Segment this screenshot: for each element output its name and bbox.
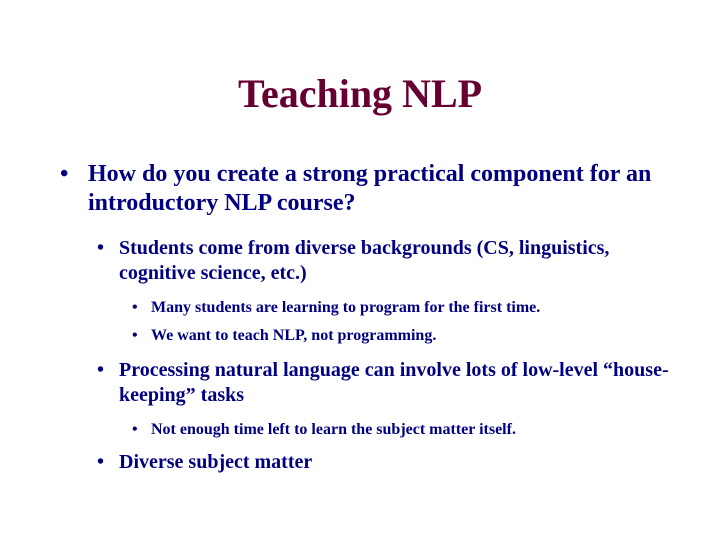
bullet-text: Students come from diverse backgrounds (CS, linguistics, cognitive science, etc.) bbox=[119, 237, 610, 284]
slide-title: Teaching NLP bbox=[237, 71, 483, 116]
bullet-icon: • bbox=[97, 237, 105, 259]
bullet-icon: • bbox=[97, 359, 105, 381]
bullet-text: How do you create a strong practical component for an introductory NLP course? bbox=[88, 161, 652, 216]
bullet-text: Diverse subject matter bbox=[119, 451, 313, 473]
bullet-text: Many students are learning to program for the first time. bbox=[151, 299, 541, 316]
bullet-item-level2 bbox=[97, 358, 687, 408]
bullet-item-level3 bbox=[132, 326, 692, 346]
bullet-text: Processing natural language can involve lots of low-level “house-keeping” tasks bbox=[119, 359, 669, 406]
bullet-icon: • bbox=[60, 161, 69, 187]
bullet-icon: • bbox=[132, 299, 138, 316]
bullet-icon: • bbox=[132, 421, 138, 438]
bullet-item-level3 bbox=[132, 420, 692, 440]
bullet-icon: • bbox=[97, 451, 105, 473]
bullet-item-level2 bbox=[97, 450, 687, 475]
bullet-icon: • bbox=[132, 327, 138, 344]
bullet-text: We want to teach NLP, not programming. bbox=[151, 327, 437, 344]
bullet-item-level1 bbox=[60, 160, 680, 218]
bullet-item-level2 bbox=[97, 236, 687, 286]
bullet-item-level3 bbox=[132, 298, 692, 318]
bullet-text: Not enough time left to learn the subject matter itself. bbox=[151, 421, 516, 438]
